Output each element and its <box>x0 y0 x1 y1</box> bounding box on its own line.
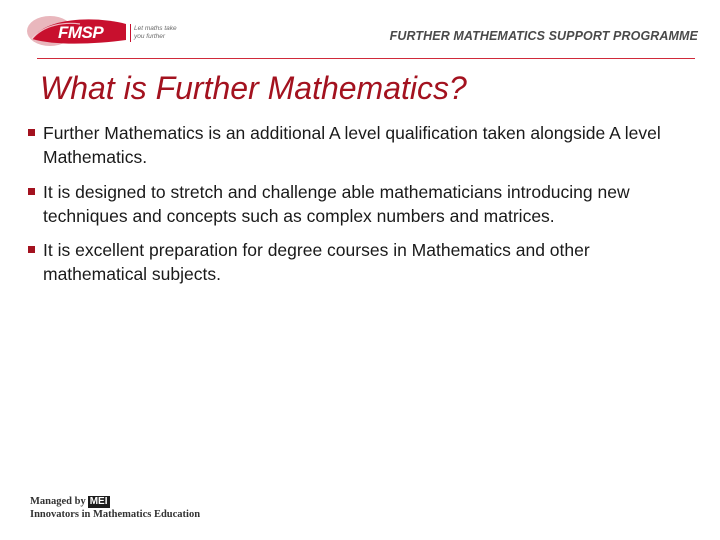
mei-footer-logo <box>30 496 230 524</box>
programme-name: FURTHER MATHEMATICS SUPPORT PROGRAMME <box>389 29 698 43</box>
square-bullet-icon <box>28 246 35 253</box>
bullet-item <box>26 180 696 229</box>
bullet-text: It is designed to stretch and challenge able mathematicians introducing new techniques and concepts such as complex numbers and matrices. <box>43 181 630 226</box>
bullet-text: It is excellent preparation for degree courses in Mathematics and other mathematical subjects. <box>43 240 590 285</box>
mei-badge: MEI <box>89 496 108 507</box>
square-bullet-icon <box>28 129 35 136</box>
managed-by-text: Managed by <box>30 496 86 507</box>
logo-tagline: Let maths take you further <box>134 25 177 40</box>
fmsp-logo <box>26 14 177 48</box>
bullet-item <box>26 238 696 287</box>
slide-title: What is Further Mathematics? <box>40 70 467 106</box>
bullet-item <box>26 121 696 170</box>
bullet-list <box>26 121 696 297</box>
logo-text: FMSP <box>58 23 104 42</box>
footer-managed-by <box>30 496 110 508</box>
bullet-text: Further Mathematics is an additional A level qualification taken alongside A level Mathematics. <box>43 123 661 168</box>
header-rule <box>37 58 695 59</box>
square-bullet-icon <box>28 188 35 195</box>
footer-innovators: Innovators in Mathematics Education <box>30 509 201 520</box>
logo-divider <box>130 24 131 42</box>
